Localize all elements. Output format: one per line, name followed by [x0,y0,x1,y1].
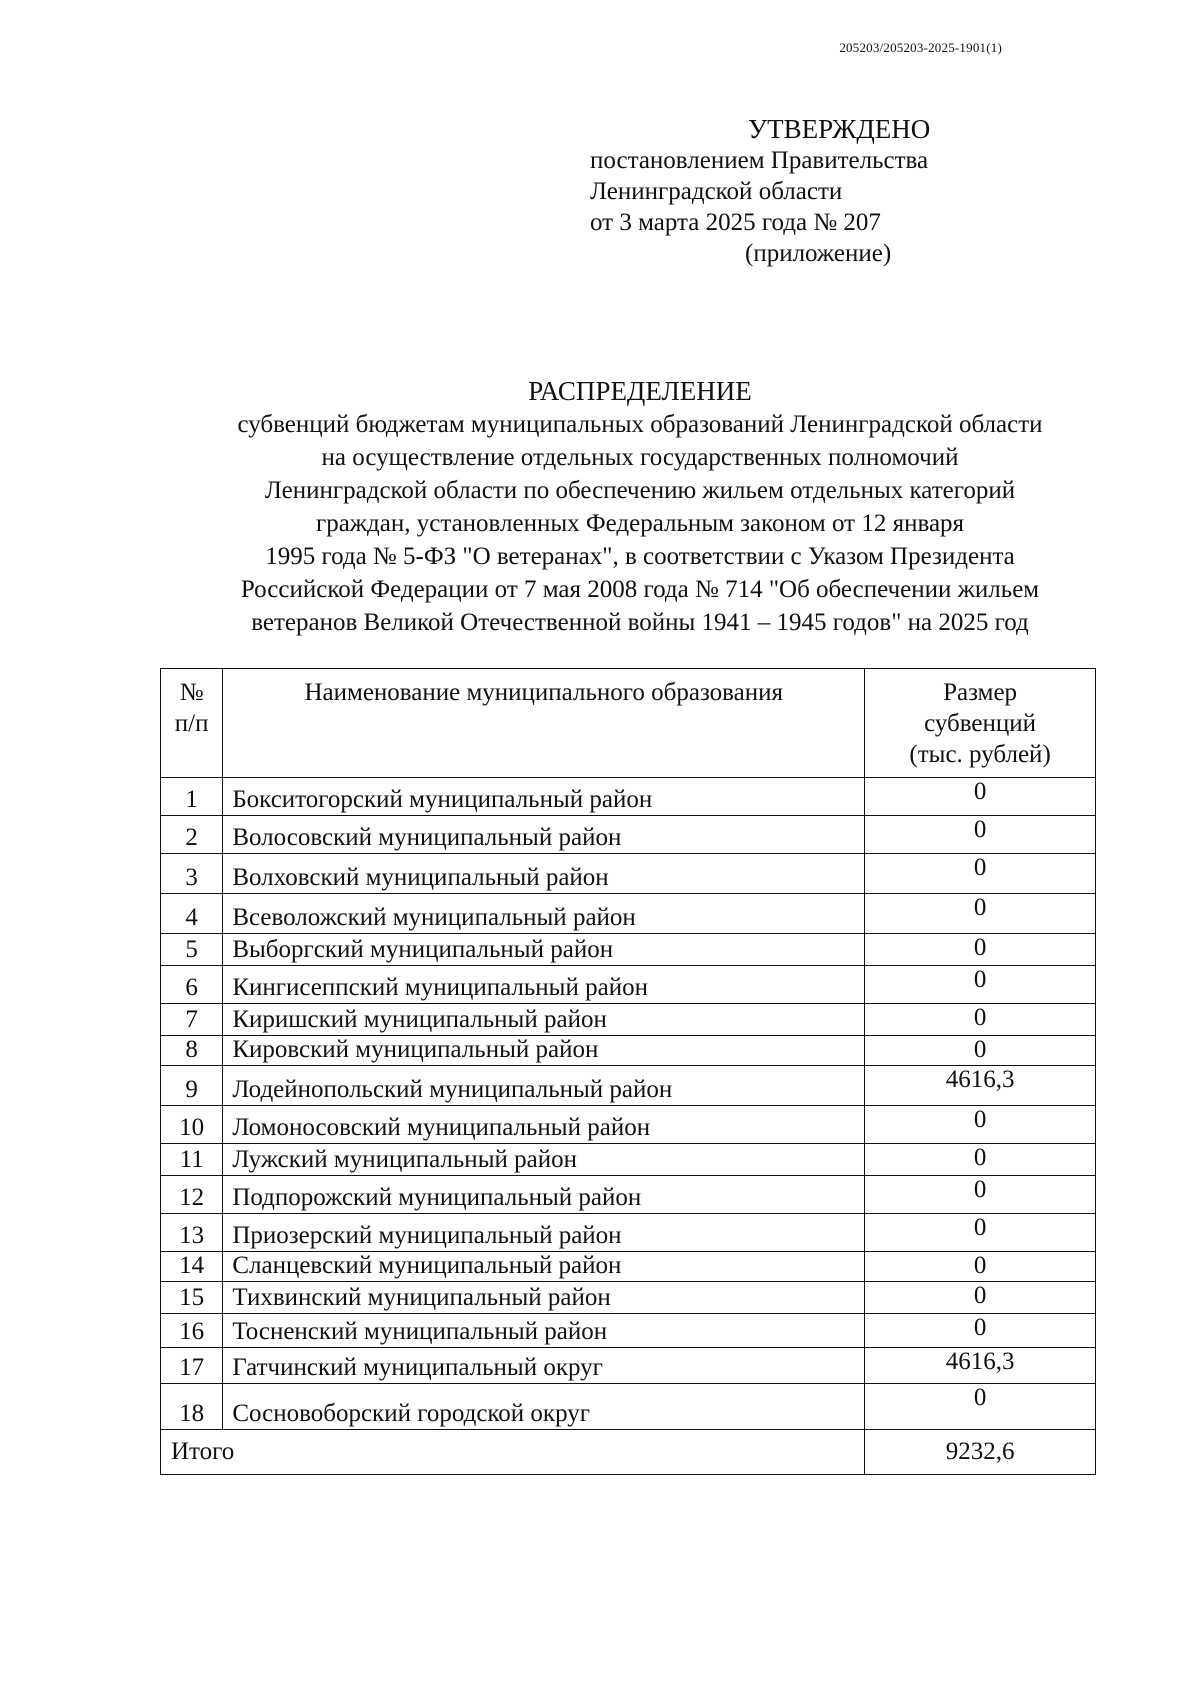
title-line: 1995 года № 5-ФЗ "О ветеранах", в соответствии с Указом Президента [265,543,1015,570]
approval-line-2: Ленинградской области [590,178,843,205]
row-municipality-name: Тихвинский муниципальный район [223,1282,865,1314]
row-municipality-name: Тосненский муниципальный район [223,1314,865,1348]
title-line: граждан, установленных Федеральным законом от 12 января [315,510,965,537]
row-subvention-amount: 0 [865,1252,1096,1282]
header-amount-line-1: Размер [943,679,1018,706]
row-number: 14 [161,1252,223,1282]
title-line: на осуществление отдельных государственных полномочий [321,444,959,471]
row-subvention-amount: 0 [865,854,1096,894]
row-subvention-amount: 0 [865,1144,1096,1176]
header-number-line-1: № [179,679,204,706]
table-body [161,778,1096,1475]
approval-line-3: от 3 марта 2025 года № 207 [590,209,881,236]
row-number: 9 [161,1066,223,1106]
row-municipality-name: Лодейнопольский муниципальный район [223,1066,865,1106]
row-subvention-amount: 0 [865,934,1096,966]
row-subvention-amount: 0 [865,966,1096,1004]
row-number: 11 [161,1144,223,1176]
header-amount-line-2: субвенций [924,710,1037,737]
table-row [161,1004,1096,1036]
row-subvention-amount: 0 [865,1214,1096,1252]
row-subvention-amount: 4616,3 [865,1066,1096,1106]
header-amount-line-3: (тыс. рублей) [909,741,1051,768]
table-row [161,1106,1096,1144]
row-number: 2 [161,816,223,854]
row-number: 17 [161,1348,223,1384]
row-number: 3 [161,854,223,894]
total-label: Итого [161,1430,865,1475]
row-subvention-amount: 0 [865,778,1096,816]
total-row [161,1430,1096,1475]
title-line: ветеранов Великой Отечественной войны 1941 – 1945 годов" на 2025 год [251,609,1029,636]
row-number: 18 [161,1384,223,1430]
row-municipality-name: Кингисеппский муниципальный район [223,966,865,1004]
row-municipality-name: Волховский муниципальный район [223,854,865,894]
table-row [161,816,1096,854]
title-line: Ленинградской области по обеспечению жильем отдельных категорий [264,477,1016,504]
table-row [161,1036,1096,1066]
header-amount [865,669,1096,778]
row-municipality-name: Кировский муниципальный район [223,1036,865,1066]
header-number [161,669,223,778]
row-subvention-amount: 0 [865,1314,1096,1348]
row-number: 5 [161,934,223,966]
row-number: 10 [161,1106,223,1144]
row-number: 1 [161,778,223,816]
row-subvention-amount: 4616,3 [865,1348,1096,1384]
row-municipality-name: Всеволожский муниципальный район [223,894,865,934]
title-line: Российской Федерации от 7 мая 2008 года № 714 "Об обеспечении жильем [240,576,1040,603]
row-number: 13 [161,1214,223,1252]
table-header-row [161,669,1096,778]
table-row [161,1384,1096,1430]
row-number: 15 [161,1282,223,1314]
row-municipality-name: Бокситогорский муниципальный район [223,778,865,816]
row-number: 16 [161,1314,223,1348]
approval-stamp [590,114,1010,269]
row-municipality-name: Лужский муниципальный район [223,1144,865,1176]
table-row [161,1348,1096,1384]
header-name: Наименование муниципального образования [223,669,865,778]
approved-heading: УТВЕРЖДЕНО [748,114,931,144]
table-row [161,894,1096,934]
row-municipality-name: Подпорожский муниципальный район [223,1176,865,1214]
row-municipality-name: Приозерский муниципальный район [223,1214,865,1252]
row-subvention-amount: 0 [865,1004,1096,1036]
distribution-table [160,668,1096,1475]
table-row [161,1066,1096,1106]
table-row [161,854,1096,894]
title-line: субвенций бюджетам муниципальных образований Ленинградской области [237,411,1043,438]
table-row [161,1176,1096,1214]
table-row [161,1282,1096,1314]
row-municipality-name: Гатчинский муниципальный округ [223,1348,865,1384]
row-number: 7 [161,1004,223,1036]
row-subvention-amount: 0 [865,1176,1096,1214]
table-row [161,1214,1096,1252]
table-row [161,1314,1096,1348]
table-row [161,1252,1096,1282]
row-subvention-amount: 0 [865,1384,1096,1430]
row-subvention-amount: 0 [865,816,1096,854]
row-number: 4 [161,894,223,934]
title-heading: РАСПРЕДЕЛЕНИЕ [528,376,752,406]
row-municipality-name: Волосовский муниципальный район [223,816,865,854]
row-number: 8 [161,1036,223,1066]
row-number: 12 [161,1176,223,1214]
header-number-line-2: п/п [174,710,209,737]
row-municipality-name: Ломоносовский муниципальный район [223,1106,865,1144]
approval-line-1: постановлением Правительства [590,147,929,174]
document-title [120,374,1160,639]
table-row [161,778,1096,816]
row-subvention-amount: 0 [865,1106,1096,1144]
row-municipality-name: Выборгский муниципальный район [223,934,865,966]
row-municipality-name: Сланцевский муниципальный район [223,1252,865,1282]
row-subvention-amount: 0 [865,894,1096,934]
document-id: 205203/205203-2025-1901(1) [839,40,1002,55]
total-amount: 9232,6 [865,1430,1096,1475]
row-subvention-amount: 0 [865,1036,1096,1066]
row-subvention-amount: 0 [865,1282,1096,1314]
row-municipality-name: Киришский муниципальный район [223,1004,865,1036]
table-row [161,966,1096,1004]
appendix-label: (приложение) [745,240,892,267]
table-row [161,1144,1096,1176]
table-row [161,934,1096,966]
row-municipality-name: Сосновоборский городской округ [223,1384,865,1430]
row-number: 6 [161,966,223,1004]
